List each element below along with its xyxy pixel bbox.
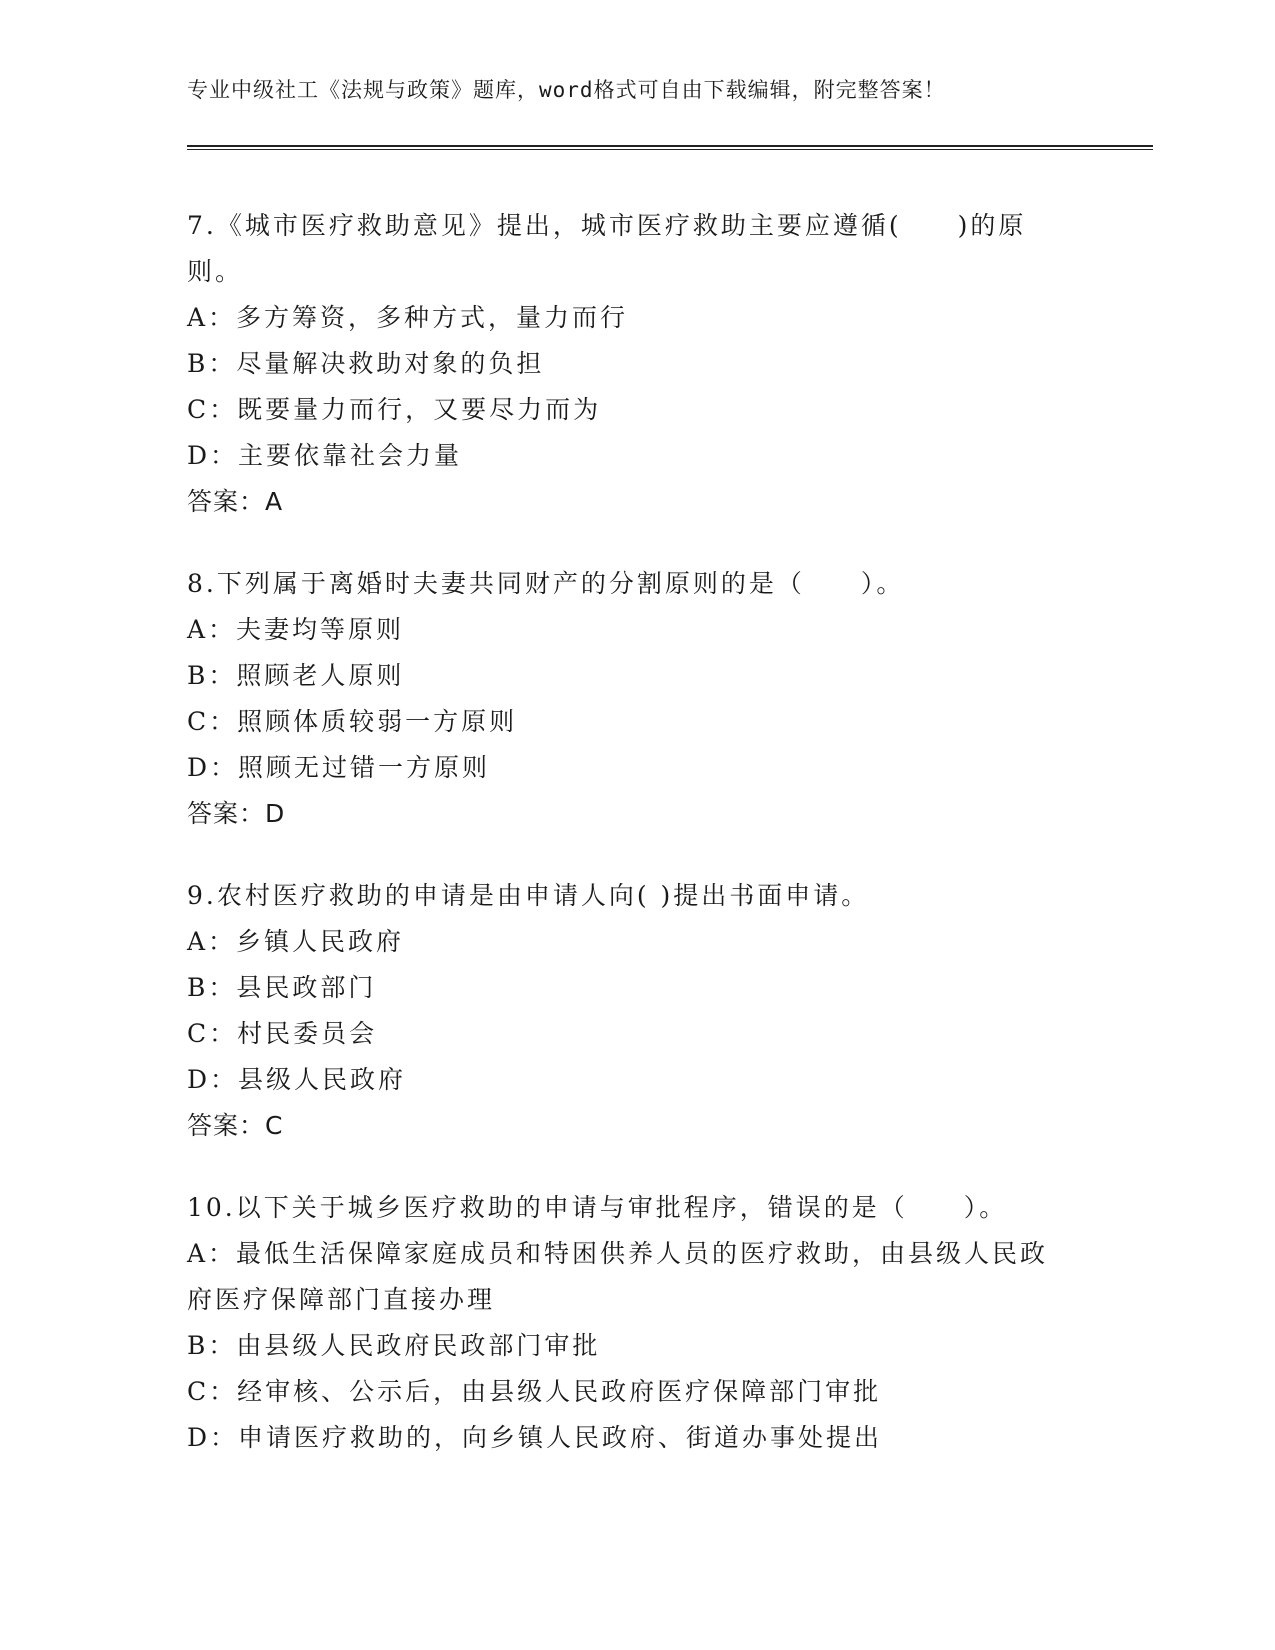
- question-stem: 7.《城市医疗救助意见》提出，城市医疗救助主要应遵循( )的原则。: [187, 211, 1027, 286]
- question-9: [187, 873, 1067, 1149]
- option-a: A：乡镇人民政府: [187, 927, 405, 956]
- option-d: D：照顾无过错一方原则: [187, 753, 491, 782]
- question-8: [187, 561, 1067, 837]
- option-a: A：多方筹资，多种方式，量力而行: [187, 303, 629, 332]
- option-a: A：最低生活保障家庭成员和特困供养人员的医疗救助，由县级人民政府医疗保障部门直接办理: [187, 1239, 1049, 1314]
- answer-text: 答案：A: [187, 487, 284, 516]
- option-c: C：照顾体质较弱一方原则: [187, 707, 518, 736]
- question-stem: 10.以下关于城乡医疗救助的申请与审批程序，错误的是（ ）。: [187, 1193, 1008, 1222]
- option-b: B：县民政部门: [187, 973, 377, 1002]
- option-c: C：经审核、公示后，由县级人民政府医疗保障部门审批: [187, 1377, 882, 1406]
- header-divider: [187, 145, 1153, 150]
- question-list: [187, 203, 1067, 1461]
- answer-text: 答案：D: [187, 799, 286, 828]
- question-10: [187, 1185, 1067, 1461]
- answer-text: 答案：C: [187, 1111, 284, 1140]
- question-stem: 9.农村医疗救助的申请是由申请人向( )提出书面申请。: [187, 881, 870, 910]
- question-7: [187, 203, 1067, 525]
- document-header: 专业中级社工《法规与政策》题库，word格式可自由下载编辑，附完整答案！: [187, 78, 946, 102]
- option-d: D：县级人民政府: [187, 1065, 407, 1094]
- option-b: B：由县级人民政府民政部门审批: [187, 1331, 601, 1360]
- option-a: A：夫妻均等原则: [187, 615, 405, 644]
- option-b: B：尽量解决救助对象的负担: [187, 349, 545, 378]
- option-c: C：既要量力而行，又要尽力而为: [187, 395, 602, 424]
- option-d: D：申请医疗救助的，向乡镇人民政府、街道办事处提出: [187, 1423, 883, 1452]
- option-d: D：主要依靠社会力量: [187, 441, 463, 470]
- option-b: B：照顾老人原则: [187, 661, 405, 690]
- option-c: C：村民委员会: [187, 1019, 378, 1048]
- question-stem: 8.下列属于离婚时夫妻共同财产的分割原则的是（ ）。: [187, 569, 905, 598]
